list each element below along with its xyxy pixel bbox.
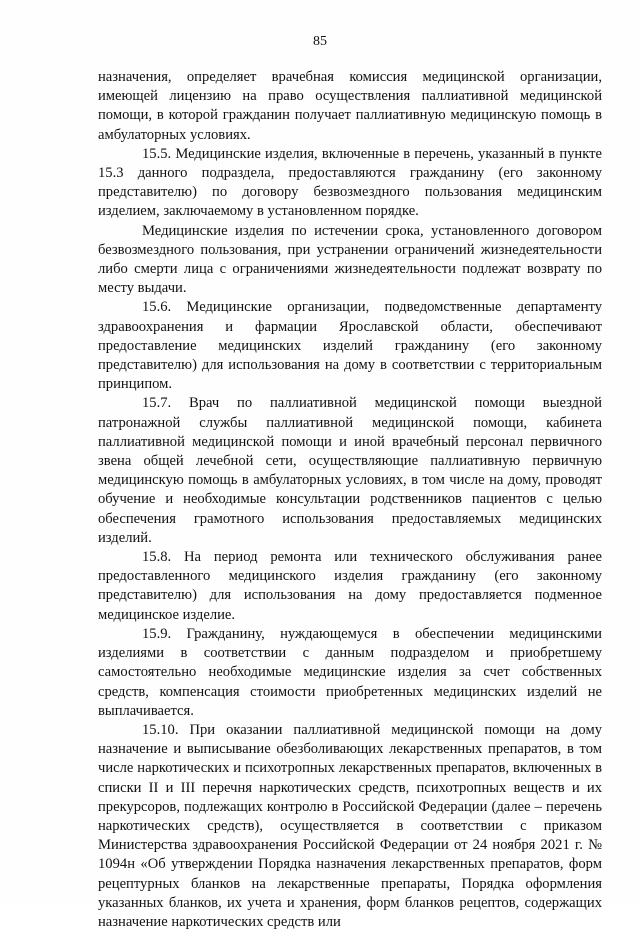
paragraph-15-6: 15.6. Медицинские организации, подведомственные департаменту здравоохранения и фармации Ярославской области, обеспечивают предоставление медицинских изделий гражданину (его законному представителю) для использования на дому в соответствии с территориальным принципом.: [98, 299, 602, 393]
paragraph-15-8: 15.8. На период ремонта или технического обслуживания ранее предоставленного медицинского изделия гражданину (его законному представителю) для использования на дому предоставляется подменное медицинское изделие.: [98, 549, 602, 623]
paragraph-15-7: 15.7. Врач по паллиативной медицинской помощи выездной патронажной службы паллиативной медицинской помощи, кабинета паллиативной медицинской помощи и иной врачебный персонал первичного звена общей лечебной сети, осуществляющие паллиативную первичную медицинскую помощь в амбулаторных условиях, в том числе на дому, проводят обучение и необходимые консультации родственников пациентов с целью обеспечения грамотного использования предоставляемых медицинских изделий.: [98, 395, 602, 546]
paragraph-15-9: 15.9. Гражданину, нуждающемуся в обеспечении медицинскими изделиями в соответствии с данным подразделом и приобретшему самостоятельно необходимые медицинские изделия за счет собственных средств, компенсация стоимости приобретенных медицинских изделий не выплачивается.: [98, 625, 602, 719]
paragraph-continuation: назначения, определяет врачебная комиссия медицинской организации, имеющей лицензию на право осуществления паллиативной медицинской помощи, в которой гражданин получает паллиативную медицинскую помощь в амбулаторных условиях.: [98, 69, 602, 143]
paragraph-15-5-return: Медицинские изделия по истечении срока, установленного договором безвозмездного пользования, при устранении ограничений жизнедеятельности либо смерти лица с ограничениями жизнедеятельности подлежат возврату по месту выдачи.: [98, 222, 602, 297]
paragraph-15-10: 15.10. При оказании паллиативной медицинской помощи на дому назначение и выписывание обезболивающих лекарственных препаратов, в том числе наркотических и психотропных лекарственных препаратов, включенных в списки II и III перечня наркотических средств, психотропных веществ и их прекурсоров, подлежащих контролю в Российской Федерации (далее – перечень наркотических средств), осуществляется в соответствии с приказом Министерства здравоохранения Российской Федерации от 24 ноября 2021 г. № 1094н «Об утверждении Порядка назначения лекарственных препаратов, форм рецептурных бланков на лекарственные препараты, Порядка оформления указанных бланков, их учета и хранения, форм бланков рецептов, содержащих назначение наркотических средств или: [98, 721, 602, 930]
paragraph-15-5: 15.5. Медицинские изделия, включенные в перечень, указанный в пункте 15.3 данного подраздела, предоставляются гражданину (его законному представителю) по договору безвозмездного пользования медицинским изделием, заключаемому в установленном порядке.: [98, 145, 602, 220]
document-body: [98, 68, 602, 932]
page-number: 85: [313, 34, 327, 49]
